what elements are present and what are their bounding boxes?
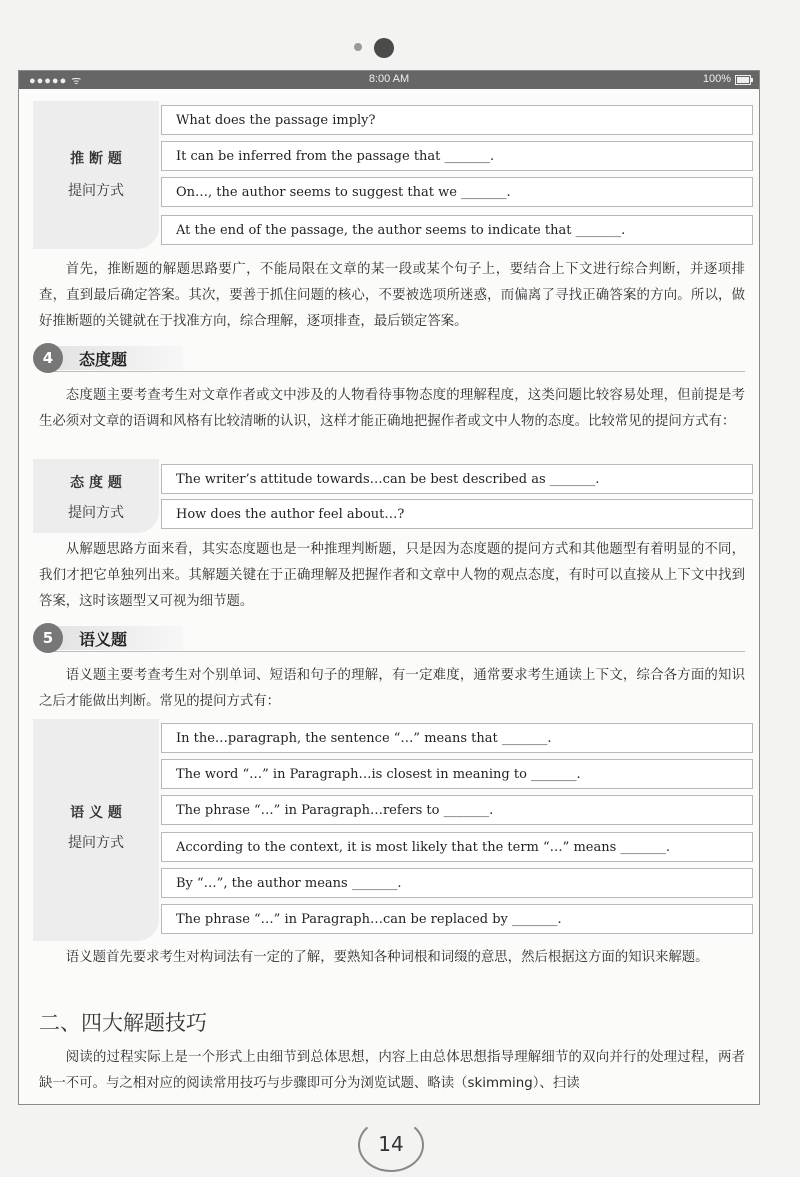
inference-question-box	[33, 101, 753, 249]
semantic-paragraph: 语义题首先要求考生对构词法有一定的了解，要熟知各种词根和词缀的意思，然后根据这方面的知识来解题。	[65, 950, 709, 965]
inference-label: 推 断 题	[70, 151, 122, 167]
techniques-paragraph: 阅读的过程实际上是一个形式上由细节到总体思想，内容上由总体思想指导理解细节的双向并行的处理过程，两者缺一不可。与之相对应的阅读常用技巧与步骤即可分为浏览试题、略读（skimming）、扫读	[39, 1050, 745, 1091]
semantic-label: 语 义 题	[70, 805, 122, 821]
section-title: 态度题	[79, 350, 128, 369]
attitude-question-box	[33, 459, 753, 533]
status-time: 8:00 AM	[368, 73, 410, 85]
section-heading-attitude	[33, 343, 745, 373]
inference-paragraph: 首先，推断题的解题思路要广，不能局限在文章的某一段或某个句子上，要结合上下文进行综合判断，并逐项排查，直到最后确定答案。其次，要善于抓住问题的核心，不要被选项所迷惑，而偏离了寻找正确答案的方向。所以，做好推断题的关键就在于找准方向，综合理解，逐项排查，最后锁定答案。	[39, 262, 745, 329]
section-title: 语义题	[79, 630, 128, 649]
question-item: In the…paragraph, the sentence “…” means that _______.	[161, 723, 753, 753]
battery-icon	[735, 75, 751, 85]
semantic-label-sub: 提问方式	[68, 835, 124, 851]
attitude-label: 态 度 题	[70, 475, 122, 491]
semantic-question-box	[33, 719, 753, 941]
attitude-intro: 态度题主要考查考生对文章作者或文中涉及的人物看待事物态度的理解程度，这类问题比较容易处理，但前提是考生必须对文章的语调和风格有比较清晰的认识，这样才能正确地把握作者或文中人物的态度。比较常见的提问方式有：	[39, 388, 745, 429]
status-bar	[19, 71, 759, 89]
section-number-badge: 4	[33, 343, 63, 373]
section-heading-semantic	[33, 623, 745, 653]
battery-percent: 100%	[702, 73, 731, 85]
signal-indicator: ●●●●● ᯤ	[29, 75, 83, 87]
question-item: By “…”, the author means _______.	[161, 868, 753, 898]
section-number-badge: 5	[33, 623, 63, 653]
techniques-heading: 二、四大解题技巧	[39, 1011, 207, 1035]
question-item: The writer’s attitude towards…can be best described as _______.	[161, 464, 753, 494]
inference-label-sub: 提问方式	[68, 183, 124, 199]
question-item: What does the passage imply?	[161, 105, 753, 135]
page-number: 14	[358, 1118, 424, 1172]
question-item: The word “…” in Paragraph…is closest in meaning to _______.	[161, 759, 753, 789]
page-dot-active	[374, 38, 394, 58]
question-item: On…, the author seems to suggest that we _______.	[161, 177, 753, 207]
question-item: The phrase “…” in Paragraph…can be replaced by _______.	[161, 904, 753, 934]
question-item: How does the author feel about…?	[161, 499, 753, 529]
question-item: According to the context, it is most likely that the term “…” means _______.	[161, 832, 753, 862]
semantic-intro: 语义题主要考查考生对个别单词、短语和句子的理解，有一定难度，通常要求考生通读上下文，综合各方面的知识之后才能做出判断。常见的提问方式有：	[39, 668, 745, 709]
question-item: At the end of the passage, the author seems to indicate that _______.	[161, 215, 753, 245]
tablet-screen	[18, 70, 760, 1105]
attitude-paragraph: 从解题思路方面来看，其实态度题也是一种推理判断题，只是因为态度题的提问方式和其他题型有着明显的不同，我们才把它单独列出来。其解题关键在于正确理解及把握作者和文章中人物的观点态度，有时可以直接从上下文中找到答案，这时该题型又可视为细节题。	[39, 542, 745, 609]
page-indicator	[0, 37, 800, 61]
page-dot-inactive	[354, 43, 362, 51]
question-item: It can be inferred from the passage that _______.	[161, 141, 753, 171]
question-item: The phrase “…” in Paragraph…refers to _______.	[161, 795, 753, 825]
attitude-label-sub: 提问方式	[68, 505, 124, 521]
